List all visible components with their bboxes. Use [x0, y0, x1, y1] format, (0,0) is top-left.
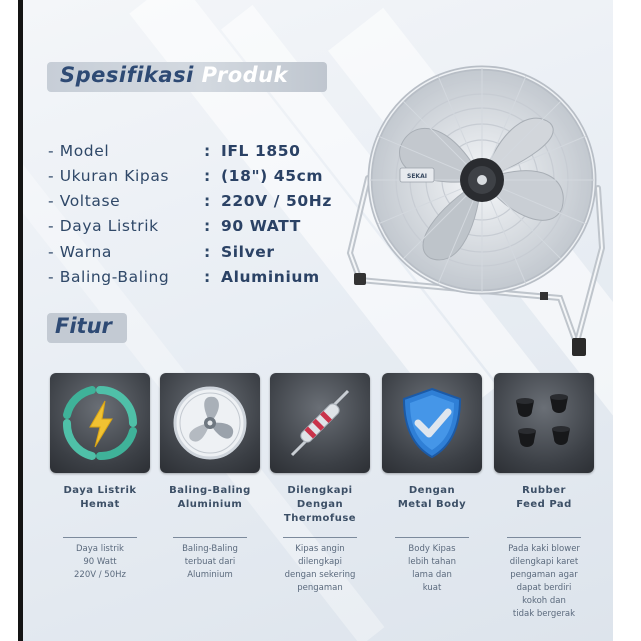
feature-desc-line: pengaman agar [510, 570, 578, 580]
spec-title-part2: Produk [201, 63, 289, 87]
rubber-feet-icon [494, 373, 594, 473]
feature-desc-line: tidak bergerak [512, 609, 576, 619]
feature-title-line: Dilengkapi [287, 485, 353, 496]
feature-divider [507, 537, 581, 538]
feature-desc-line: Daya listrik [76, 544, 124, 554]
thermofuse-icon [270, 373, 370, 473]
brand-badge: SEKAI [407, 173, 427, 180]
spec-colon: : [204, 217, 211, 235]
shield-check-icon [382, 373, 482, 473]
feature-tile-thermofuse [270, 373, 370, 473]
spec-label: - Voltase [48, 192, 121, 210]
spec-title [60, 63, 288, 87]
feature-title-line: Hemat [80, 499, 120, 510]
feature-desc-line: Aluminium [187, 570, 233, 580]
feature-desc-line: kokoh dan [522, 596, 566, 606]
fitur-title: Fitur [55, 314, 112, 338]
feature-desc-line: Body Kipas [408, 544, 456, 554]
feature-title-line: Aluminium [177, 499, 243, 510]
feature-title-line: Rubber [522, 485, 566, 496]
feature-divider [173, 537, 247, 538]
feature-desc-line: kuat [422, 583, 442, 593]
feature-desc-metal-body [377, 543, 487, 595]
spec-value: 90 WATT [221, 217, 301, 235]
spec-colon: : [204, 192, 211, 210]
feature-title-blade [155, 484, 265, 512]
feature-divider [283, 537, 357, 538]
floor-fan-image [340, 48, 615, 363]
feature-desc-line: lebih tahan [408, 557, 456, 567]
feature-title-line: Dengan [296, 499, 344, 510]
feature-divider [395, 537, 469, 538]
spec-label: - Baling-Baling [48, 268, 170, 286]
spec-title-part1: Spesifikasi [60, 63, 194, 87]
feature-title-line: Daya Listrik [63, 485, 137, 496]
feature-desc-line: dapat berdiri [516, 583, 572, 593]
feature-tile-rubber-feet [494, 373, 594, 473]
spec-value: Silver [221, 243, 275, 261]
feature-desc-line: 90 Watt [83, 557, 117, 567]
fan-blade-icon [160, 373, 260, 473]
spec-colon: : [204, 268, 211, 286]
feature-title-line: Feed Pad [516, 499, 572, 510]
spec-value: 220V / 50Hz [221, 192, 332, 210]
feature-desc-line: Baling-Baling [182, 544, 238, 554]
feature-title-energy [45, 484, 155, 512]
feature-title-thermofuse [265, 484, 375, 526]
page-margin-right [613, 0, 641, 641]
spec-value: Aluminium [221, 268, 320, 286]
spec-label: - Ukuran Kipas [48, 167, 170, 185]
energy-bolt-icon [50, 373, 150, 473]
spec-label: - Model [48, 142, 110, 160]
feature-desc-blade [155, 543, 265, 582]
feature-title-line: Baling-Baling [169, 485, 251, 496]
feature-tile-blade [160, 373, 260, 473]
spec-label: - Warna [48, 243, 112, 261]
feature-desc-thermofuse [265, 543, 375, 595]
spec-colon: : [204, 243, 211, 261]
feature-divider [63, 537, 137, 538]
feature-desc-line: dengan sekering [284, 570, 356, 580]
feature-desc-line: terbuat dari [184, 557, 236, 567]
feature-desc-line: 220V / 50Hz [74, 570, 126, 580]
feature-title-line: Metal Body [397, 499, 467, 510]
feature-tile-metal-body [382, 373, 482, 473]
feature-title-rubber-feet [489, 484, 599, 512]
spec-label: - Daya Listrik [48, 217, 159, 235]
feature-title-metal-body [377, 484, 487, 512]
spec-value: IFL 1850 [221, 142, 301, 160]
feature-desc-line: Pada kaki blower [508, 544, 580, 554]
feature-desc-line: dilengkapi karet [509, 557, 579, 567]
feature-desc-line: dilengkapi [298, 557, 342, 567]
feature-title-line: Thermofuse [283, 513, 357, 524]
feature-desc-line: pengaman [297, 583, 343, 593]
feature-desc-line: lama dan [412, 570, 452, 580]
feature-tile-energy [50, 373, 150, 473]
spec-value: (18") 45cm [221, 167, 324, 185]
feature-desc-line: Kipas angin [295, 544, 345, 554]
spec-colon: : [204, 142, 211, 160]
feature-desc-energy [45, 543, 155, 582]
spec-colon: : [204, 167, 211, 185]
feature-title-line: Dengan [408, 485, 456, 496]
feature-desc-rubber-feet [489, 543, 599, 621]
